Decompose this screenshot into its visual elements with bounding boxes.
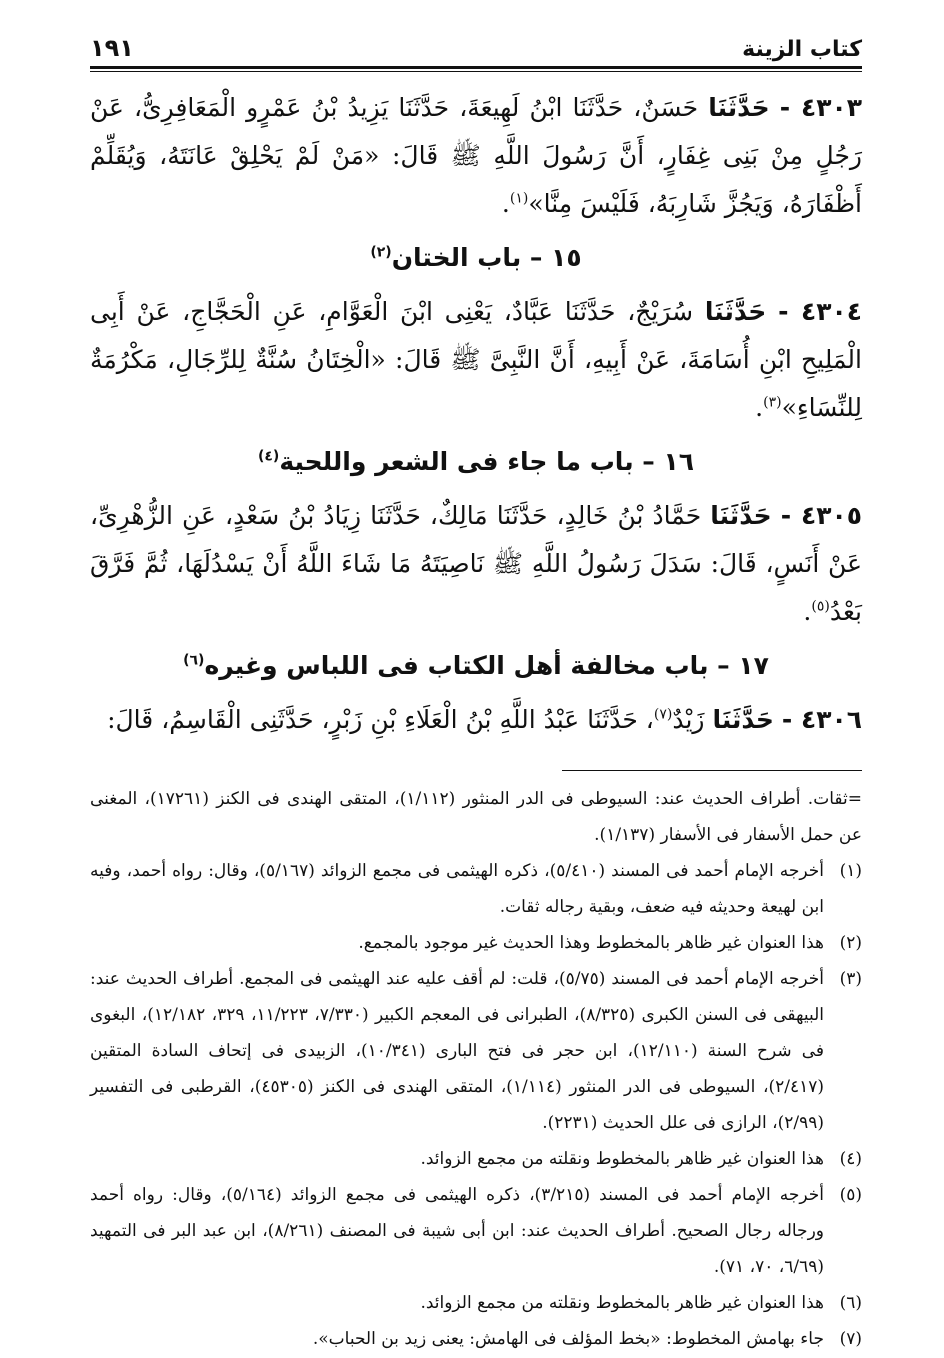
hadith-text: حَمَّادُ بْنُ خَالِدٍ، حَدَّثَنَا مَالِكٌ، حَدَّثَنَا زِيَادُ بْنُ سَعْدٍ، عَنِ الزُّهْرِىِّ، عَنْ أَنَسٍ، قَالَ: سَدَلَ رَسُولُ اللَّهِ ﷺ نَاصِيَتَهُ مَا شَاءَ اللَّهُ أَنْ يَسْدُلَهَا، ثُمَّ فَرَّقَ بَعْدُ [90,501,862,626]
hadith-4304 [90,288,862,432]
hadith-opening: حَدَّثَنَا [712,705,774,734]
footnote-4 [90,1141,862,1177]
footnote-ref: (٧) [653,706,673,723]
footnote-ref: (٥) [811,598,830,615]
footnote-7 [90,1321,862,1357]
hadith-4303 [90,84,862,228]
hadith-number: ٤٣٠٦ - [781,705,862,734]
hadith-4305 [90,492,862,636]
footnote-marker: (٦) [839,1293,862,1313]
hadith-opening: حَدَّثَنَا [704,297,767,326]
chapter-heading-15 [90,234,862,282]
header-rule-thin [90,71,862,72]
hadith-opening: حَدَّثَنَا [710,501,772,530]
footnote-ref: (٦) [183,652,205,669]
running-title: كتاب الزينة [742,37,862,62]
footnote-text: أخرجه الإمام أحمد فى المسند (٥/٤١٠)، ذكره الهيثمى فى مجمع الزوائد (٥/١٦٧)، وقال: رواه أحمد، وفيه ابن لهيعة وحديثه فيه ضعف، وبقية رجاله ثقات. [90,861,824,917]
footnote-2 [90,925,862,961]
hadith-text-cont: ، حَدَّثَنَا عَبْدُ اللَّهِ بْنُ الْعَلَاءِ بْنِ زَبْرٍ، حَدَّثَنِى الْقَاسِمُ، قَالَ: [107,705,654,734]
book-page [90,22,862,1357]
chapter-title: ١٥ – باب الختان [391,243,582,272]
hadith-end: . [755,393,764,422]
hadith-opening: حَدَّثَنَا [708,93,770,122]
footnote-text: =ثقات. أطراف الحديث عند: السيوطى فى الدر المنثور (١/١١٢)، المتقى الهندى فى الكنز (١٧٢٦١)، المغنى عن حمل الأسفار فى الأسفار (١/١٣٧). [90,789,862,845]
footnote-text: هذا العنوان غير ظاهر بالمخطوط وهذا الحديث غير موجود بالمجمع. [358,933,824,953]
hadith-text: حَسَنٌ، حَدَّثَنَا ابْنُ لَهِيعَةَ، حَدَّثَنَا يَزِيدُ بْنُ عَمْرٍو الْمَعَافِرِىُّ، عَنْ رَجُلٍ مِنْ بَنِى غِفَارٍ، أَنَّ رَسُولَ اللَّهِ ﷺ قَالَ: «مَنْ لَمْ يَحْلِقْ عَانَتَهُ، وَيُقَلِّمْ أَظْفَارَهُ، وَيَجُزَّ شَارِبَهُ، فَلَيْسَ مِنَّا» [90,93,862,218]
footnote-marker: (٥) [839,1185,862,1205]
footnote-ref: (٣) [763,394,782,411]
footnote-marker: (٧) [839,1329,862,1349]
chapter-heading-16 [90,438,862,486]
hadith-number: ٤٣٠٥ - [780,501,862,530]
running-header [90,22,862,62]
footnote-text: هذا العنوان غير ظاهر بالمخطوط ونقلته من مجمع الزوائد. [420,1149,824,1169]
hadith-end: . [803,597,812,626]
footnotes [90,781,862,1357]
footnote-text: أخرجه الإمام أحمد فى المسند (٥/٧٥)، قلت: لم أقف عليه عند الهيثمى فى المجمع. أطراف الحديث عند: البيهقى فى السنن الكبرى (٨/٣٢٥)، الطبرانى فى المعجم الكبير (٧/٣٣٠، ١١/٢٢٣، ٣٢٩، ١٢/١٨٢)، البغوى فى شرح السنة (١٢/١١٠)، ابن حجر فى فتح البارى (١٠/٣٤١)، الزبيدى فى إتحاف السادة المتقين (٢/٤١٧)، السيوطى فى الدر المنثور (١/١١٤)، المتقى الهندى فى الكنز (٤٥٣٠٥)، القرطبى فى التفسير (٢/٩٩)، الرازى فى علل الحديث (٢٢٣١). [90,969,825,1133]
footnote-text: جاء بهامش المخطوط: «بخط المؤلف فى الهامش: يعنى زيد بن الحباب». [312,1329,824,1349]
footnote-3 [90,961,862,1141]
footnote-1 [90,853,862,925]
chapter-title: ١٧ – باب مخالفة أهل الكتاب فى اللباس وغيره [204,651,769,680]
hadith-text: زَيْدٌ [672,705,705,734]
hadith-end: . [501,189,510,218]
footnote-ref: (٢) [370,244,392,261]
chapter-heading-17 [90,642,862,690]
footnote-marker: (٤) [839,1149,862,1169]
footnote-marker: (١) [839,861,862,881]
footnote-text: هذا العنوان غير ظاهر بالمخطوط ونقلته من مجمع الزوائد. [420,1293,824,1313]
hadith-number: ٤٣٠٣ - [779,93,862,122]
main-text [90,84,862,744]
footnote-marker: (٢) [839,933,862,953]
footnote-5 [90,1177,862,1285]
page-number: ١٩١ [90,34,134,62]
hadith-4306 [90,696,862,744]
footnote-separator [562,770,862,771]
footnote-text: أخرجه الإمام أحمد فى المسند (٣/٢١٥)، ذكره الهيثمى فى مجمع الزوائد (٥/١٦٤)، وقال: رواه أحمد ورجاله رجال الصحيح. أطراف الحديث عند: ابن أبى شيبة فى المصنف (٨/٢٦١)، ابن عبد البر فى التمهيد (٦/٦٩، ٧٠، ٧١). [90,1185,824,1277]
hadith-text: سُرَيْجٌ، حَدَّثَنَا عَبَّادٌ، يَعْنِى ابْنَ الْعَوَّامِ، عَنِ الْحَجَّاجِ، عَنْ أَبِى الْمَلِيحِ ابْنِ أُسَامَةَ، عَنْ أَبِيهِ، أَنَّ النَّبِىَّ ﷺ قَالَ: «الْخِتَانُ سُنَّةٌ لِلرِّجَالِ، مَكْرُمَةٌ لِلنِّسَاءِ» [90,297,862,422]
hadith-number: ٤٣٠٤ - [778,297,862,326]
footnote-marker: (٣) [839,969,862,989]
footnote-ref: (١) [509,190,529,207]
footnote-6 [90,1285,862,1321]
header-rule [90,66,862,69]
footnote-continuation [90,781,862,853]
chapter-title: ١٦ – باب ما جاء فى الشعر واللحية [279,447,695,476]
footnote-ref: (٤) [257,448,280,465]
